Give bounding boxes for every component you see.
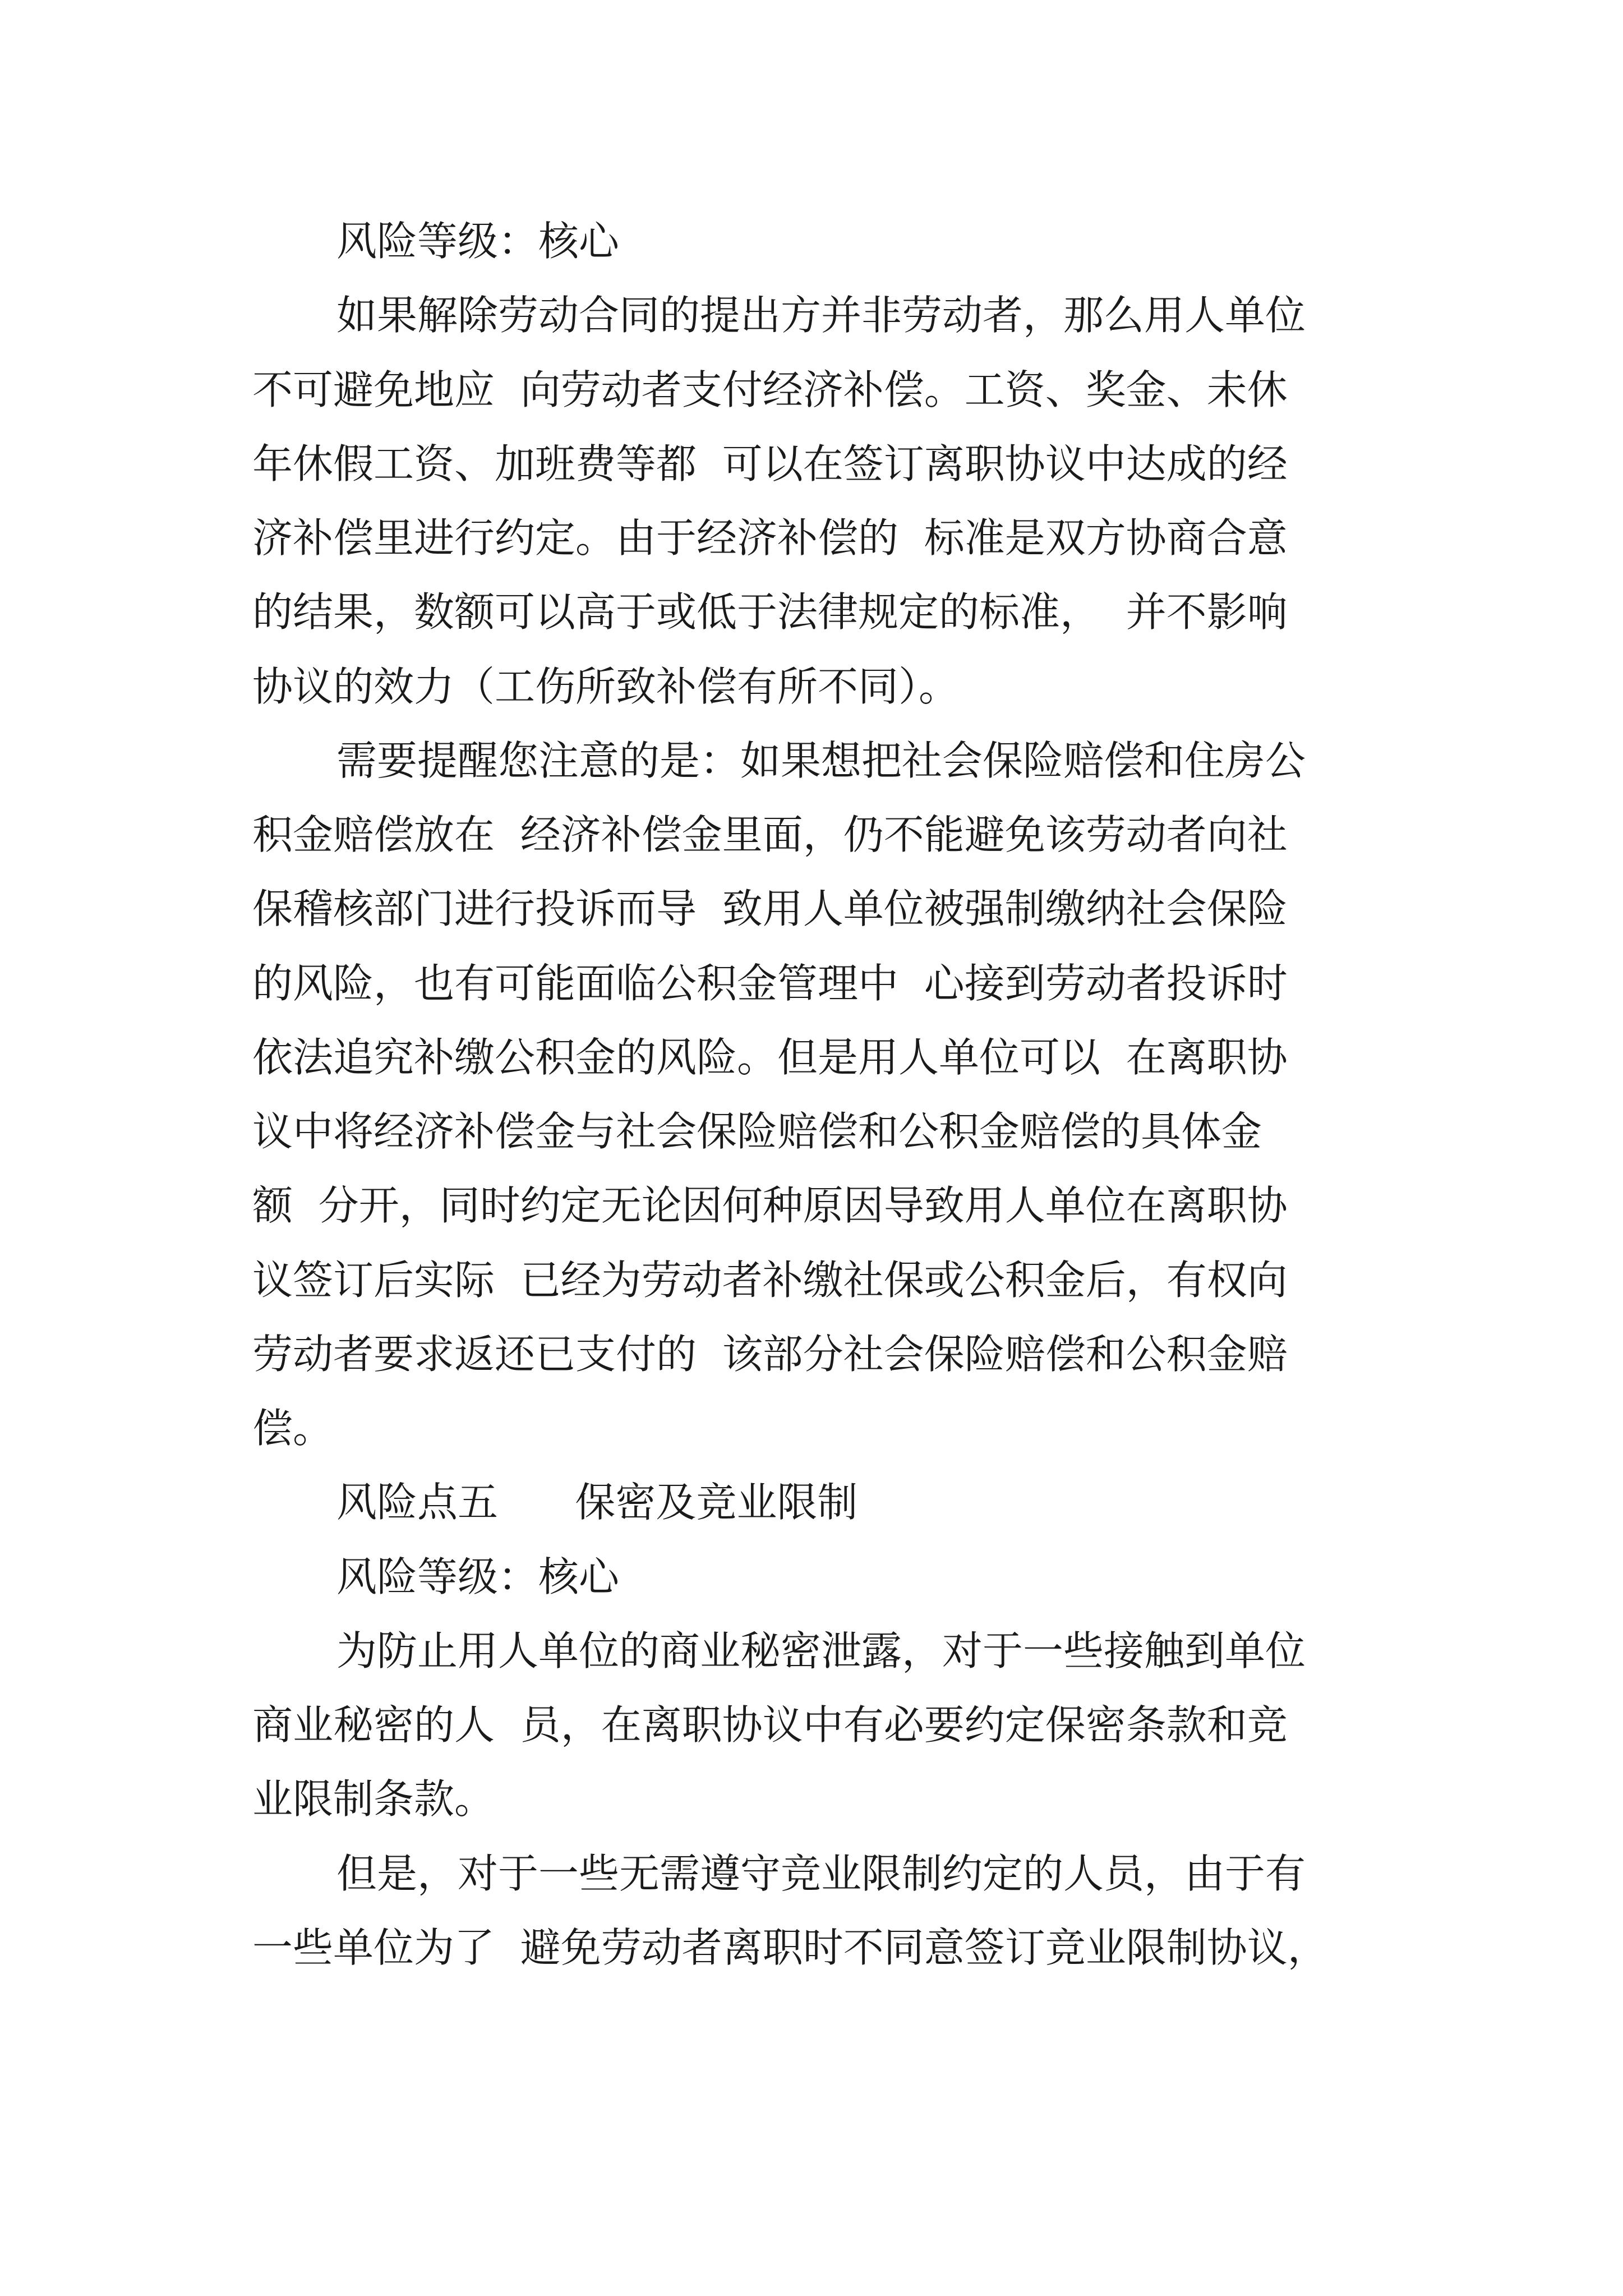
paragraph-line: 年休假工资、加班费等都 可以在签订离职协议中达成的经	[252, 440, 1288, 487]
risk-level-line: 风险等级：核心	[336, 218, 620, 265]
paragraph-line: 依法追究补缴公积金的风险。但是用人单位可以 在离职协	[252, 1034, 1288, 1081]
paragraph-line: 需要提醒您注意的是：如果想把社会保险赔偿和住房公	[336, 737, 1306, 784]
paragraph-line: 一些单位为了 避免劳动者离职时不同意签订竞业限制协议，	[252, 1924, 1328, 1971]
paragraph-line: 不可避免地应 向劳动者支付经济补偿。工资、奖金、未休	[252, 366, 1288, 413]
paragraph-line: 如果解除劳动合同的提出方并非劳动者，那么用人单位	[336, 292, 1306, 339]
paragraph-line: 劳动者要求返还已支付的 该部分社会保险赔偿和公积金赔	[252, 1331, 1288, 1378]
paragraph-line: 商业秘密的人 员，在离职协议中有必要约定保密条款和竞	[252, 1701, 1288, 1749]
paragraph-line: 济补偿里进行约定。由于经济补偿的 标准是双方协商合意	[252, 514, 1288, 562]
paragraph-line: 积金赔偿放在 经济补偿金里面，仍不能避免该劳动者向社	[252, 811, 1288, 858]
risk-level-line: 风险等级：核心	[336, 1553, 620, 1600]
paragraph-line: 额 分开，同时约定无论因何种原因导致用人单位在离职协	[252, 1182, 1288, 1229]
paragraph-line: 的结果，数额可以高于或低于法律规定的标准， 并不影响	[252, 588, 1288, 636]
paragraph-line: 保稽核部门进行投诉而导 致用人单位被强制缴纳社会保险	[252, 885, 1288, 932]
paragraph-line: 议中将经济补偿金与社会保险赔偿和公积金赔偿的具体金	[252, 1108, 1262, 1155]
paragraph-line: 议签订后实际 已经为劳动者补缴社保或公积金后，有权向	[252, 1257, 1288, 1304]
paragraph-line: 偿。	[252, 1405, 334, 1452]
paragraph-line: 为防止用人单位的商业秘密泄露，对于一些接触到单位	[336, 1627, 1306, 1674]
section-heading: 风险点五 保密及竞业限制	[336, 1479, 858, 1526]
paragraph-line: 业限制条款。	[252, 1775, 495, 1823]
paragraph-line: 协议的效力（工伤所致补偿有所不同）。	[252, 663, 960, 710]
paragraph-line: 但是，对于一些无需遵守竞业限制约定的人员，由于有	[336, 1850, 1306, 1897]
paragraph-line: 的风险，也有可能面临公积金管理中 心接到劳动者投诉时	[252, 960, 1288, 1007]
